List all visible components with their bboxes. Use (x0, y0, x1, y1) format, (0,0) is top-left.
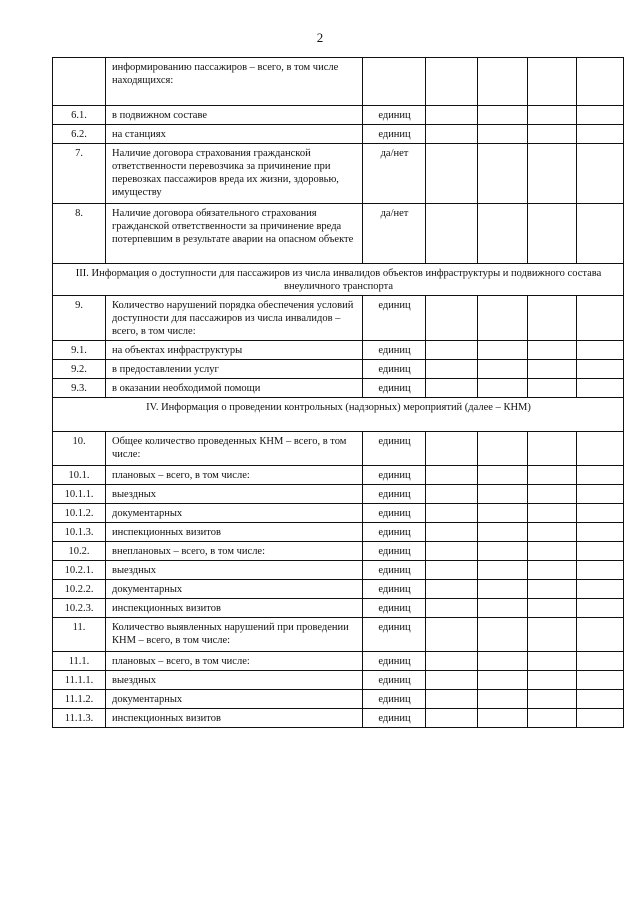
section-title: III. Информация о доступности для пассажиров из числа инвалидов объектов инфраструктуры и подвижного состава внеуличного транспорта (53, 264, 624, 296)
table-row (53, 652, 624, 671)
row-description: в предоставлении услуг (106, 360, 363, 379)
value-cell (528, 341, 577, 360)
value-cell (577, 690, 624, 709)
row-description: Количество нарушений порядка обеспечения условий доступности для пассажиров из числа инвалидов – всего, в том числе: (106, 296, 363, 341)
row-number: 10.2.1. (53, 561, 106, 580)
value-cell (426, 523, 478, 542)
value-cell (478, 432, 528, 466)
row-description: Количество выявленных нарушений при проведении КНМ – всего, в том числе: (106, 618, 363, 652)
value-cell (478, 106, 528, 125)
table-row (53, 618, 624, 652)
value-cell (577, 432, 624, 466)
value-cell (478, 125, 528, 144)
row-description: инспекционных визитов (106, 523, 363, 542)
value-cell (528, 652, 577, 671)
value-cell (478, 671, 528, 690)
row-unit: единиц (363, 618, 426, 652)
value-cell (478, 523, 528, 542)
table-row (53, 599, 624, 618)
value-cell (577, 504, 624, 523)
table-row (53, 523, 624, 542)
row-unit: единиц (363, 296, 426, 341)
page-number: 2 (316, 30, 324, 45)
value-cell (528, 485, 577, 504)
row-description: документарных (106, 580, 363, 599)
value-cell (528, 296, 577, 341)
value-cell (577, 523, 624, 542)
row-description: инспекционных визитов (106, 599, 363, 618)
section-title: IV. Информация о проведении контрольных (надзорных) мероприятий (далее – КНМ) (53, 398, 624, 432)
value-cell (478, 466, 528, 485)
row-unit: единиц (363, 542, 426, 561)
value-cell (577, 671, 624, 690)
table-row (53, 106, 624, 125)
value-cell (528, 561, 577, 580)
value-cell (577, 580, 624, 599)
value-cell (478, 58, 528, 106)
value-cell (426, 204, 478, 264)
value-cell (426, 709, 478, 728)
row-number: 10. (53, 432, 106, 466)
value-cell (528, 690, 577, 709)
value-cell (528, 599, 577, 618)
value-cell (577, 296, 624, 341)
value-cell (528, 144, 577, 204)
value-cell (426, 466, 478, 485)
value-cell (478, 485, 528, 504)
row-number: 11.1.1. (53, 671, 106, 690)
table-row (53, 485, 624, 504)
row-unit: единиц (363, 485, 426, 504)
row-number: 11. (53, 618, 106, 652)
value-cell (426, 125, 478, 144)
row-unit: единиц (363, 561, 426, 580)
value-cell (528, 432, 577, 466)
table-row (53, 360, 624, 379)
table-row (53, 144, 624, 204)
row-number: 10.2. (53, 542, 106, 561)
row-unit: единиц (363, 599, 426, 618)
value-cell (426, 296, 478, 341)
value-cell (528, 618, 577, 652)
row-number: 11.1.2. (53, 690, 106, 709)
row-number (53, 58, 106, 106)
row-unit: единиц (363, 580, 426, 599)
row-number: 10.1.1. (53, 485, 106, 504)
value-cell (577, 360, 624, 379)
row-description: в подвижном составе (106, 106, 363, 125)
row-description: на станциях (106, 125, 363, 144)
table-row (53, 296, 624, 341)
value-cell (577, 599, 624, 618)
row-description: плановых – всего, в том числе: (106, 466, 363, 485)
row-number: 10.2.3. (53, 599, 106, 618)
value-cell (577, 652, 624, 671)
row-description: документарных (106, 504, 363, 523)
table-row (53, 432, 624, 466)
row-description: плановых – всего, в том числе: (106, 652, 363, 671)
value-cell (478, 690, 528, 709)
value-cell (478, 709, 528, 728)
value-cell (426, 652, 478, 671)
value-cell (577, 144, 624, 204)
value-cell (426, 341, 478, 360)
value-cell (478, 504, 528, 523)
value-cell (478, 542, 528, 561)
value-cell (426, 618, 478, 652)
row-unit: единиц (363, 341, 426, 360)
row-description: Наличие договора страхования гражданской ответственности перевозчика за причинение при перевозках пассажиров вреда их жизни, здоровью, имуществу (106, 144, 363, 204)
value-cell (528, 466, 577, 485)
value-cell (528, 523, 577, 542)
value-cell (478, 652, 528, 671)
value-cell (528, 580, 577, 599)
value-cell (426, 690, 478, 709)
row-number: 8. (53, 204, 106, 264)
table-row (53, 341, 624, 360)
value-cell (528, 542, 577, 561)
value-cell (577, 485, 624, 504)
value-cell (478, 360, 528, 379)
row-number: 6.2. (53, 125, 106, 144)
value-cell (426, 599, 478, 618)
value-cell (577, 709, 624, 728)
row-number: 6.1. (53, 106, 106, 125)
value-cell (478, 599, 528, 618)
value-cell (426, 671, 478, 690)
value-cell (577, 125, 624, 144)
table-row (53, 542, 624, 561)
table-row (53, 125, 624, 144)
row-number: 9. (53, 296, 106, 341)
value-cell (426, 485, 478, 504)
value-cell (478, 379, 528, 398)
row-number: 9.3. (53, 379, 106, 398)
value-cell (577, 341, 624, 360)
value-cell (478, 618, 528, 652)
value-cell (478, 580, 528, 599)
value-cell (426, 144, 478, 204)
row-number: 11.1.3. (53, 709, 106, 728)
value-cell (577, 466, 624, 485)
row-unit: единиц (363, 652, 426, 671)
row-unit: единиц (363, 106, 426, 125)
row-description: Общее количество проведенных КНМ – всего, в том числе: (106, 432, 363, 466)
row-unit: да/нет (363, 144, 426, 204)
row-number: 10.1. (53, 466, 106, 485)
value-cell (426, 106, 478, 125)
value-cell (528, 360, 577, 379)
value-cell (528, 125, 577, 144)
row-description: информированию пассажиров – всего, в том числе находящихся: (106, 58, 363, 106)
value-cell (577, 542, 624, 561)
row-number: 9.1. (53, 341, 106, 360)
table-row (53, 671, 624, 690)
row-unit: единиц (363, 690, 426, 709)
row-description: в оказании необходимой помощи (106, 379, 363, 398)
value-cell (528, 709, 577, 728)
row-unit (363, 58, 426, 106)
section-header-row (53, 398, 624, 432)
row-description: на объектах инфраструктуры (106, 341, 363, 360)
row-unit: единиц (363, 379, 426, 398)
row-description: выездных (106, 561, 363, 580)
value-cell (478, 144, 528, 204)
table-row (53, 58, 624, 106)
row-unit: единиц (363, 671, 426, 690)
row-unit: единиц (363, 709, 426, 728)
row-description: инспекционных визитов (106, 709, 363, 728)
row-number: 10.1.3. (53, 523, 106, 542)
row-unit: единиц (363, 523, 426, 542)
value-cell (577, 58, 624, 106)
row-number: 10.2.2. (53, 580, 106, 599)
value-cell (426, 542, 478, 561)
row-number: 7. (53, 144, 106, 204)
row-unit: единиц (363, 360, 426, 379)
table-row (53, 466, 624, 485)
value-cell (426, 561, 478, 580)
row-description: Наличие договора обязательного страхования гражданской ответственности за причинение вреда потерпевшим в результате аварии на опасном объекте (106, 204, 363, 264)
row-unit: да/нет (363, 204, 426, 264)
table-row (53, 580, 624, 599)
value-cell (426, 58, 478, 106)
section-header-row (53, 264, 624, 296)
value-cell (577, 561, 624, 580)
table-row (53, 561, 624, 580)
value-cell (528, 504, 577, 523)
value-cell (528, 379, 577, 398)
value-cell (426, 580, 478, 599)
row-description: выездных (106, 671, 363, 690)
value-cell (478, 296, 528, 341)
value-cell (426, 432, 478, 466)
row-description: выездных (106, 485, 363, 504)
value-cell (577, 106, 624, 125)
value-cell (528, 106, 577, 125)
table-row (53, 690, 624, 709)
value-cell (478, 561, 528, 580)
value-cell (528, 671, 577, 690)
row-unit: единиц (363, 432, 426, 466)
value-cell (426, 360, 478, 379)
row-number: 9.2. (53, 360, 106, 379)
value-cell (577, 618, 624, 652)
value-cell (478, 204, 528, 264)
value-cell (528, 204, 577, 264)
row-number: 11.1. (53, 652, 106, 671)
table-row (53, 379, 624, 398)
value-cell (426, 504, 478, 523)
row-description: внеплановых – всего, в том числе: (106, 542, 363, 561)
table-row (53, 204, 624, 264)
value-cell (577, 204, 624, 264)
row-description: документарных (106, 690, 363, 709)
value-cell (528, 58, 577, 106)
value-cell (426, 379, 478, 398)
row-unit: единиц (363, 504, 426, 523)
value-cell (478, 341, 528, 360)
table-row (53, 504, 624, 523)
row-unit: единиц (363, 466, 426, 485)
indicators-table (52, 57, 624, 728)
table-row (53, 709, 624, 728)
value-cell (577, 379, 624, 398)
row-number: 10.1.2. (53, 504, 106, 523)
row-unit: единиц (363, 125, 426, 144)
